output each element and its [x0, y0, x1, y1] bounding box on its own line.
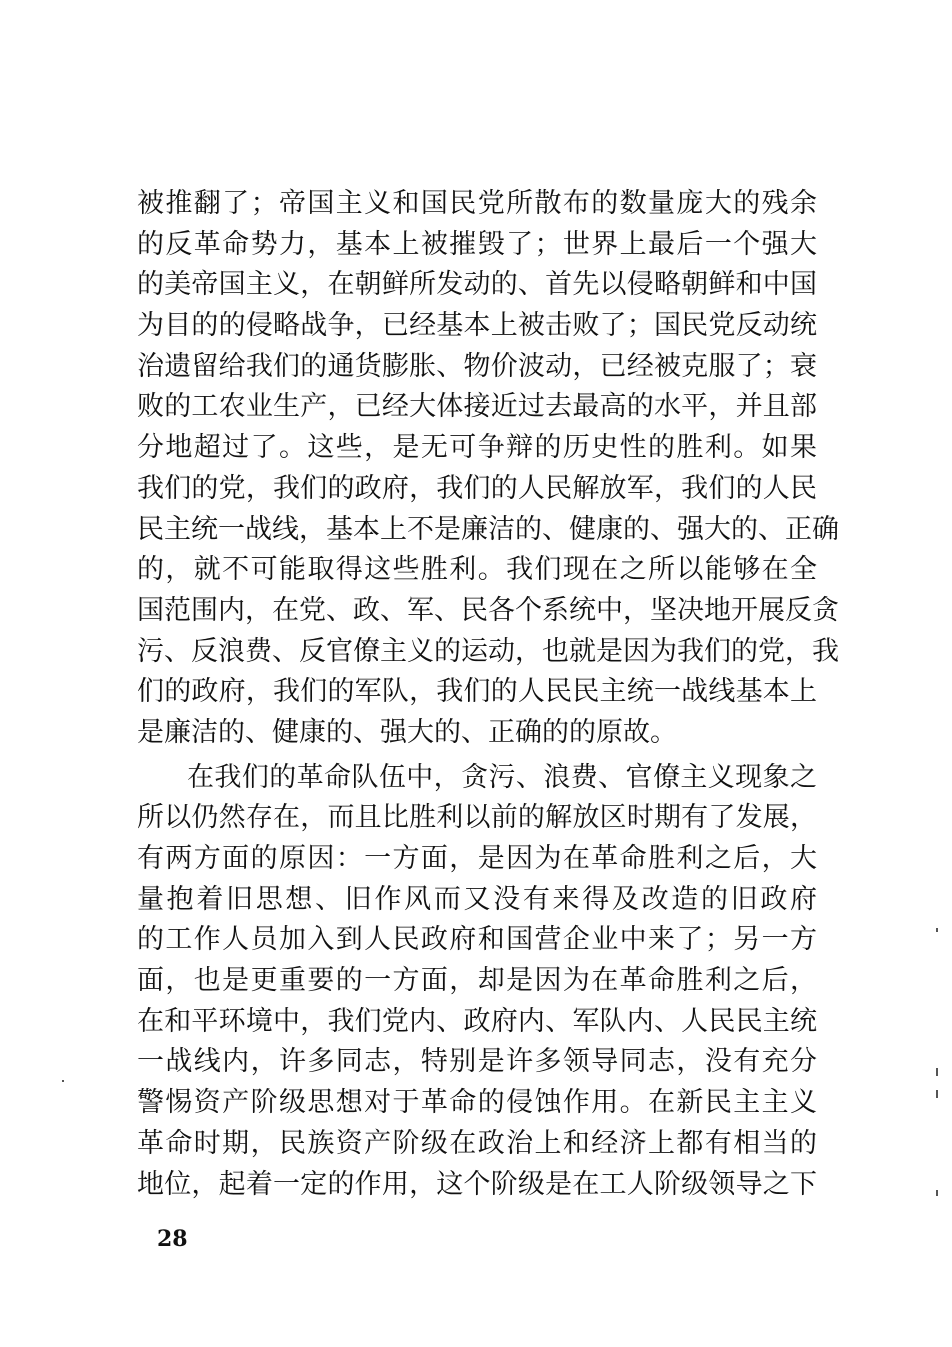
text-line: 在和平环境中，我们党内、政府内、军队内、人民民主统 [137, 1005, 817, 1037]
scan-speck [936, 1090, 938, 1098]
text-line: 污、反浪费、反官僚主义的运动，也就是因为我们的党，我 [137, 635, 839, 667]
text-line: 地位，起着一定的作用，这个阶级是在工人阶级领导之下 [137, 1168, 817, 1200]
text-line: 警惕资产阶级思想对于革命的侵蚀作用。在新民主主义 [137, 1087, 817, 1119]
page-number: 28 [157, 1226, 188, 1252]
text-line: 在我们的革命队伍中，贪污、浪费、官僚主义现象之 [187, 761, 817, 793]
text-line: 面，也是更重要的一方面，却是因为在革命胜利之后， [137, 965, 817, 997]
text-line: 民主统一战线，基本上不是廉洁的、健康的、强大的、正确 [137, 513, 839, 545]
text-line: 有两方面的原因：一方面，是因为在革命胜利之后，大 [137, 843, 817, 874]
text-line: 治遗留给我们的通货膨胀、物价波动，已经被克服了；衰 [137, 350, 817, 382]
text-line: 是廉洁的、健康的、强大的、正确的的原故。 [137, 716, 677, 748]
text-line: 分地超过了。这些，是无可争辩的历史性的胜利。如果 [137, 432, 817, 464]
text-line: 的美帝国主义，在朝鲜所发动的、首先以侵略朝鲜和中国 [137, 269, 817, 301]
text-line: 被推翻了；帝国主义和国民党所散布的数量庞大的残余 [137, 188, 817, 219]
paragraph-1 [137, 184, 839, 754]
scan-speck [936, 1190, 938, 1196]
text-line: 革命时期，民族资产阶级在政治上和经济上都有相当的 [137, 1127, 817, 1159]
text-line: 的工作人员加入到人民政府和国营企业中来了；另一方 [137, 924, 817, 956]
text-line: 一战线内，许多同志，特别是许多领导同志，没有充分 [137, 1046, 817, 1078]
text-line: 的，就不可能取得这些胜利。我们现在之所以能够在全 [137, 554, 817, 586]
text-line: 国范围内，在党、政、军、民各个系统中，坚决地开展反贪 [137, 594, 839, 626]
text-line: 的反革命势力，基本上被摧毁了；世界上最后一个强大 [137, 228, 817, 260]
text-line: 们的政府，我们的军队，我们的人民民主统一战线基本上 [137, 676, 817, 708]
text-line: 我们的党，我们的政府，我们的人民解放军，我们的人民 [137, 472, 817, 504]
text-line: 量抱着旧思想、旧作风而又没有来得及改造的旧政府 [137, 883, 817, 915]
paragraph-2 [137, 758, 817, 1206]
scan-speck [936, 928, 938, 932]
text-line: 败的工农业生产，已经大体接近过去最高的水平，并且部 [137, 391, 817, 423]
text-line: 为目的的侵略战争，已经基本上被击败了；国民党反动统 [137, 310, 817, 342]
text-line: 所以仍然存在，而且比胜利以前的解放区时期有了发展， [137, 802, 817, 834]
scan-speck [62, 1080, 64, 1082]
scan-speck [936, 1068, 938, 1076]
body-text [137, 184, 839, 1205]
